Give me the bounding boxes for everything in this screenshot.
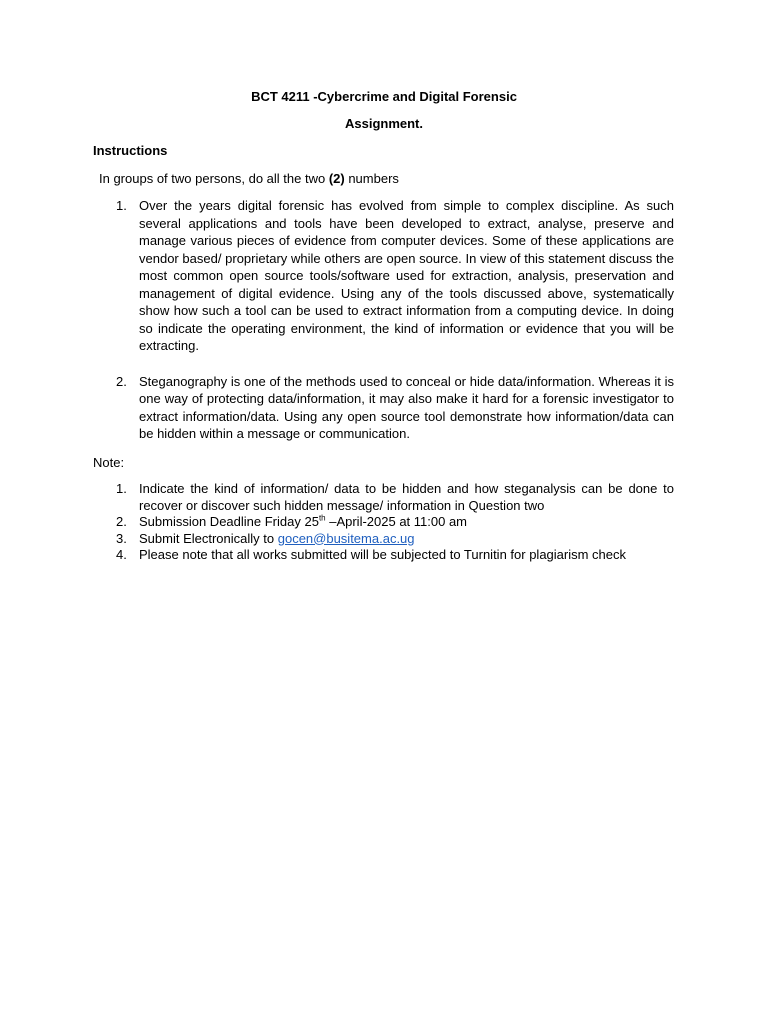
intro-bold-count: (2): [328, 171, 345, 186]
note-number: 3.: [116, 530, 127, 546]
note-text: Please note that all works submitted will be subjected to Turnitin for plagiarism check: [139, 547, 627, 562]
note-item-4: [0, 547, 768, 564]
intro-text-before: In groups of two persons, do all the two: [99, 171, 329, 186]
questions-list: [0, 197, 768, 443]
instructions-heading: Instructions: [93, 143, 168, 158]
document-subtitle: Assignment.: [344, 116, 423, 131]
instructions-intro: [99, 170, 399, 188]
note-list: [0, 481, 768, 564]
note-text-after: –April-2025 at 11:00 am: [325, 514, 468, 529]
note-number: 4.: [116, 547, 127, 562]
note-label: Note:: [93, 455, 125, 470]
note-text: Indicate the kind of information/ data to be hidden and how steganalysis can be done to recover or discover such hidden message/ information in Question two: [139, 481, 674, 513]
note-item-3: [0, 531, 768, 548]
question-item-1: [0, 197, 768, 355]
email-link[interactable]: gocen@busitema.ac.ug: [277, 530, 415, 546]
note-item-2: [0, 514, 768, 531]
question-number: 1.: [116, 198, 127, 213]
note-number: 1.: [116, 481, 127, 496]
question-text: Over the years digital forensic has evolved from simple to complex discipline. As such several applications and tools have been developed to extract, analyse, preserve and manage various pieces of evidence from computer devices. Some of these applications are vendor based/ proprietary while others are open source. In view of this statement discuss the most common open source tools/software used for extraction, analysis, preservation and management of digital evidence. Using any of the tools discussed above, systematically show how such a tool can be used to extract information from a computing device. In doing so indicate the operating environment, the kind of information or evidence that you will be extracting.: [139, 198, 674, 353]
note-item-1: [0, 481, 768, 514]
note-number: 2.: [116, 514, 127, 529]
question-number: 2.: [116, 373, 127, 389]
intro-text-after: numbers: [344, 171, 399, 186]
note-text-before: Submission Deadline Friday 25: [139, 514, 319, 529]
note-text-before: Submit Electronically to: [139, 530, 278, 546]
question-item-2: [0, 373, 768, 443]
question-text: Steganography is one of the methods used to conceal or hide data/information. Whereas it is one way of protecting data/information, it may also make it hard for a forensic investigator to extract information/data. Using any open source tool demonstrate how information/data can be hidden within a message or communication.: [139, 373, 674, 441]
document-title: BCT 4211 -Cybercrime and Digital Forensic: [251, 89, 517, 104]
note-superscript: th: [318, 513, 326, 523]
